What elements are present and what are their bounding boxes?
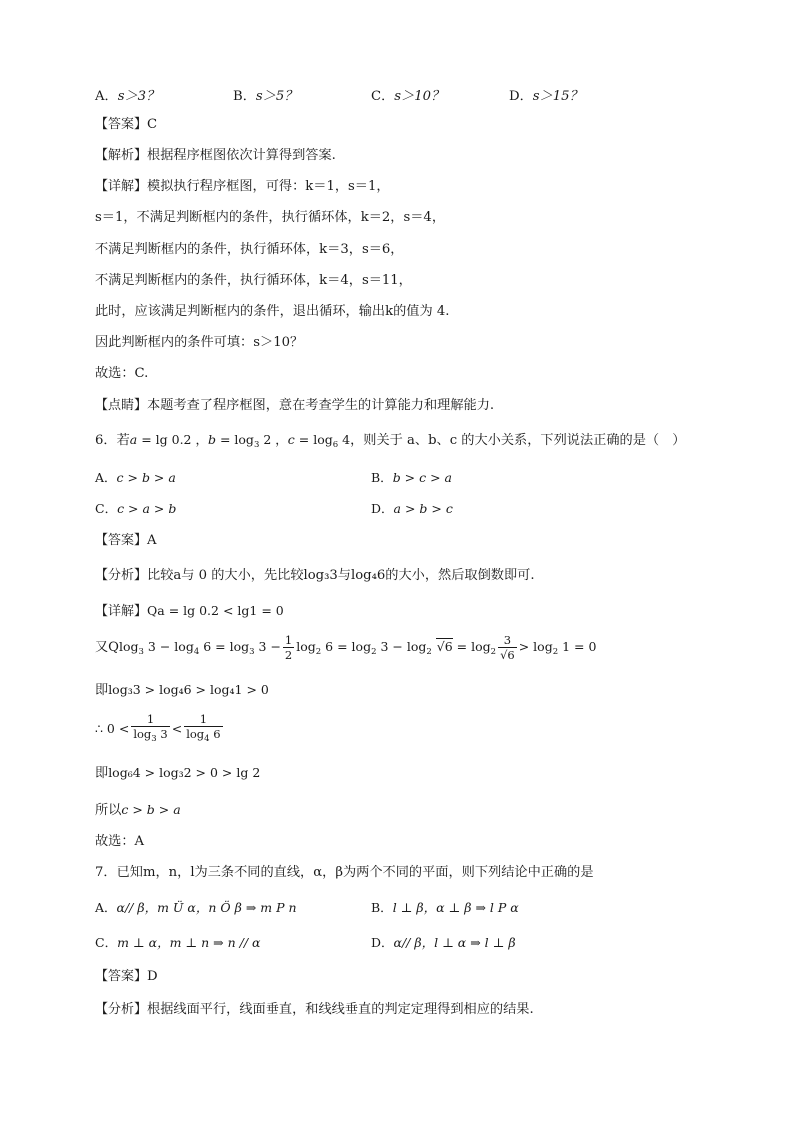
q5-option-d: D．s＞15？	[509, 89, 583, 104]
q5-detail-line-4: 不满足判断框内的条件，执行循环体，k＝4，s＝11，	[95, 273, 412, 288]
q5-comment: 【点睛】本题考查了程序框图，意在考查学生的计算能力和理解能力.	[95, 398, 495, 413]
q5-option-b: B．s＞5？	[233, 89, 298, 104]
q6-option-c: C．c > a > b	[95, 501, 177, 516]
q5-option-a: A．s＞3？	[95, 89, 160, 104]
q6-detail-3: 即log₃3 > log₄6 > log₄1 > 0	[95, 682, 269, 698]
q5-detail-line-7: 故选：C.	[95, 366, 149, 381]
q5-detail-line-6: 因此判断框内的条件可填：s＞10？	[95, 335, 304, 350]
q7-option-c: C．m ⊥ α，m ⊥ n ⇒ n // α	[95, 935, 261, 950]
q6-option-a: A．c > b > a	[95, 470, 176, 485]
q6-detail-2: 又Qlog$_3$ $3 - \log_4 6 = \log_3 3$ − $\frac{1}{2}$ $\log_2 6 = \log_2 3 - \log_2 √6 = \log_2$ $\frac{3}{√6}$ > $\log_2 1 = 0$	[95, 632, 597, 662]
q7-answer: 【答案】D	[95, 969, 158, 984]
q7-option-d: D．α// β，l ⊥ α ⇒ l ⊥ β	[371, 935, 516, 950]
q6-detail-5: 即log₆4 > log₃2 > 0 > lg 2	[95, 765, 261, 781]
q7-analysis: 【分析】根据线面平行，线面垂直，和线线垂直的判定定理得到相应的结果.	[95, 1002, 534, 1017]
q5-detail-line-5: 此时，应该满足判断框内的条件，退出循环，输出k的值为 4.	[95, 304, 450, 319]
q7-option-a: A．α// β，m Ü α，n Ö β ⇒ m P n	[95, 900, 297, 915]
q5-option-c: C．s＞10？	[371, 89, 445, 104]
q6-detail-1: 【详解】Qa = lg 0.2 < lg1 = 0	[95, 603, 284, 619]
q5-detail-line-2: s＝1，不满足判断框内的条件，执行循环体，k＝2，s＝4，	[95, 210, 446, 225]
q6-stem: 6．若a = lg 0.2 ，$b = \log_3 2$ ，$c = \log_6 4$，则关于 a、b、c 的大小关系，下列说法正确的是（ ）	[95, 432, 686, 450]
q5-answer: 【答案】C	[95, 117, 158, 132]
q5-detail-line-3: 不满足判断框内的条件，执行循环体，k＝3，s＝6，	[95, 242, 404, 257]
q6-option-d: D．a > b > c	[371, 501, 453, 516]
q5-analysis: 【解析】根据程序框图依次计算得到答案.	[95, 148, 336, 163]
q6-detail-4: ∴ 0 < $\frac{1}{\log_3 3}$ < $\frac{1}{\log_4 6}$	[95, 712, 221, 744]
q7-stem: 7．已知m，n，l为三条不同的直线，α，β为两个不同的平面，则下列结论中正确的是	[95, 865, 594, 880]
q6-analysis: 【分析】比较a与 0 的大小，先比较log₃3与log₄6的大小，然后取倒数即可.	[95, 568, 535, 583]
q5-detail-line-1: 【详解】模拟执行程序框图，可得：k＝1，s＝1，	[95, 179, 390, 194]
q6-answer: 【答案】A	[95, 533, 157, 548]
q6-choose: 故选：A	[95, 834, 145, 849]
q7-option-b: B．l ⊥ β，α ⊥ β ⇒ l P α	[371, 900, 519, 915]
q6-option-b: B．b > c > a	[371, 470, 452, 485]
q6-detail-6: 所以c > b > a	[95, 802, 181, 818]
